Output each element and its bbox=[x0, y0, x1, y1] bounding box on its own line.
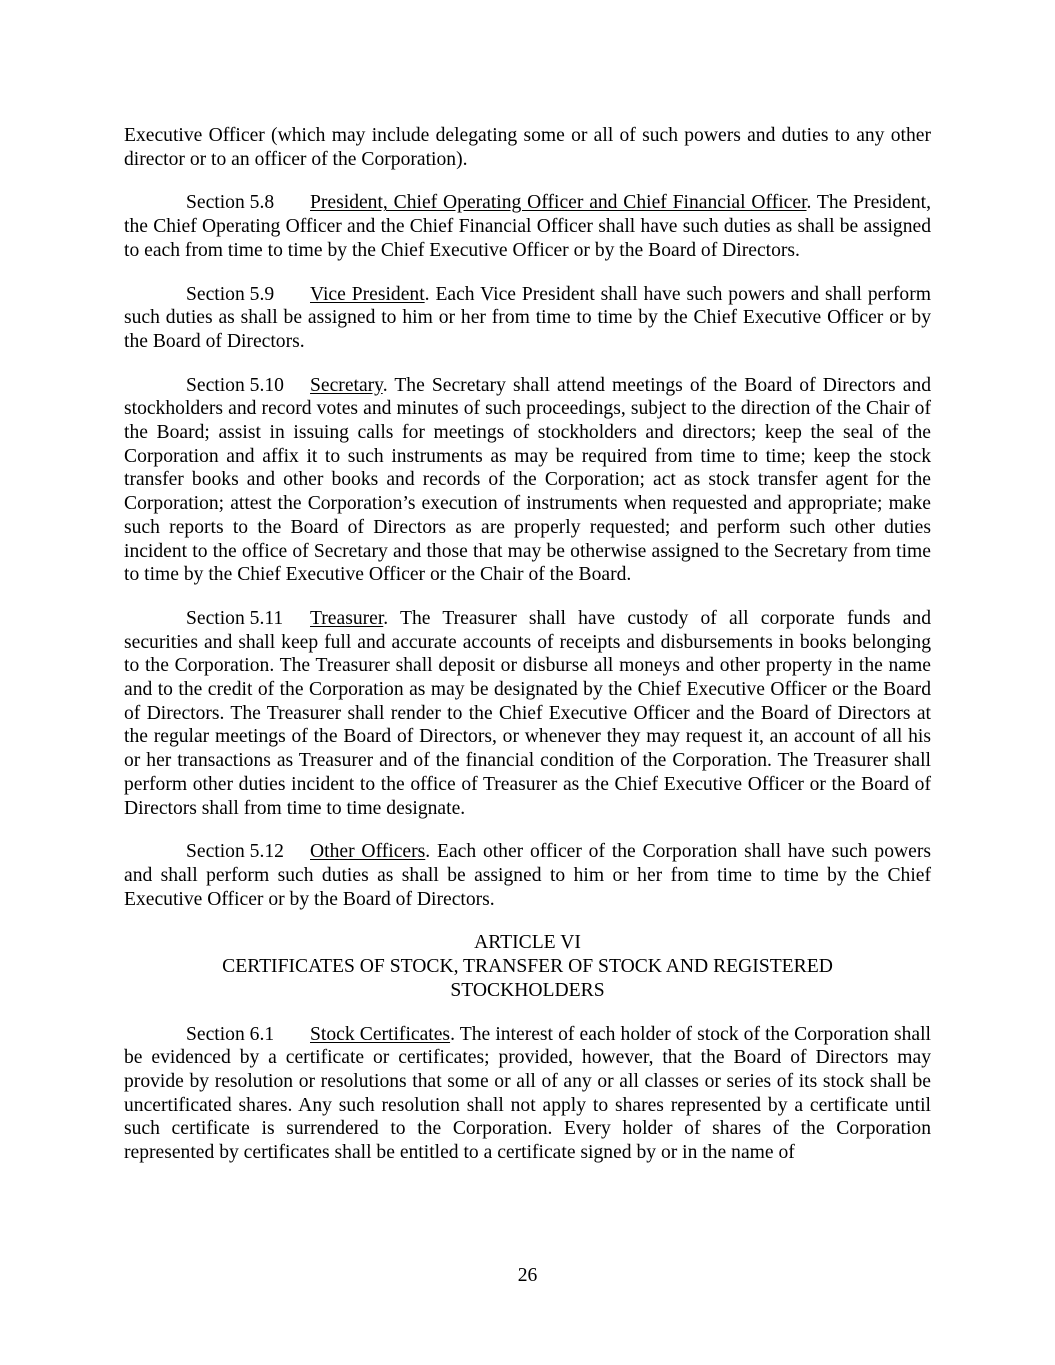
section-body: . The President, the Chief Operating Officer and the Chief Financial Officer shall have such duties as shall be assigned to each from time to time by the Chief Executive Officer or by the Board of Directors. bbox=[124, 192, 932, 261]
section-number: Section 6.1 bbox=[186, 1023, 275, 1045]
section-number: Section 5.9 bbox=[186, 283, 275, 305]
article-heading bbox=[124, 931, 931, 1002]
section-body: . The Treasurer shall have custody of all corporate funds and securities and shall keep full and accurate accounts of receipts and disbursements in books belonging to the Corporation. The Treasurer shall deposit or disburse all moneys and other property in the name and to the credit of the Corporation as may be designated by the Chief Executive Officer or the Board of Directors. The Treasurer shall render to the Chief Executive Officer and the Board of Directors at the regular meetings of the Board of Directors, or whenever they may request it, an account of all his or her transactions as Treasurer and of the financial condition of the Corporation. The Treasurer shall perform other duties incident to the office of Treasurer as the Chief Executive Officer or the Board of Directors shall from time to time designate. bbox=[124, 607, 931, 819]
section-5-9 bbox=[124, 283, 931, 354]
section-title: Vice President bbox=[310, 283, 425, 305]
section-title: President, Chief Operating Officer and Chief Financial Officer bbox=[310, 192, 807, 214]
section-title: Stock Certificates bbox=[310, 1023, 451, 1045]
section-title: Secretary bbox=[310, 374, 383, 396]
section-title: Other Officers bbox=[310, 841, 426, 863]
section-5-10 bbox=[124, 374, 931, 587]
document-page bbox=[124, 124, 931, 1185]
section-6-1 bbox=[124, 1023, 931, 1165]
article-title-line-1: CERTIFICATES OF STOCK, TRANSFER OF STOCK AND REGISTERED bbox=[222, 956, 833, 978]
section-title: Treasurer bbox=[310, 607, 384, 629]
section-body: . Each other officer of the Corporation shall have such powers and shall perform such duties as shall be assigned to him or her from time to time by the Chief Executive Officer or by the Board of Directors. bbox=[124, 841, 931, 910]
continuation-paragraph: Executive Officer (which may include delegating some or all of such powers and duties to any other director or to an officer of the Corporation). bbox=[124, 125, 931, 170]
section-body: . The interest of each holder of stock of the Corporation shall be evidenced by a certificate or certificates; provided, however, that the Board of Directors may provide by resolution or resolutions that some or all of any or all classes or series of its stock shall be uncertificated shares. Any such resolution shall not apply to shares represented by a certificate until such certificate is surrendered to the Corporation. Every holder of shares of the Corporation represented by certificates shall be entitled to a certificate signed by or in the name of bbox=[124, 1023, 931, 1164]
section-5-12 bbox=[124, 840, 931, 911]
section-number: Section 5.11 bbox=[186, 607, 284, 629]
article-label: ARTICLE VI bbox=[474, 932, 581, 954]
section-number: Section 5.12 bbox=[186, 841, 284, 863]
section-number: Section 5.10 bbox=[186, 374, 284, 396]
article-title-line-2: STOCKHOLDERS bbox=[450, 979, 605, 1001]
section-body: . The Secretary shall attend meetings of the Board of Directors and stockholders and record votes and minutes of such proceedings, subject to the direction of the Chair of the Board; assist in issuing calls for meetings of stockholders and directors; keep the seal of the Corporation and affix it to such instruments as may be required from time to time; keep the stock transfer books and other books and records of the Corporation; act as stock transfer agent for the Corporation; attest the Corporation’s execution of instruments when requested and appropriate; make such reports to the Board of Directors as are properly requested; and perform such other duties incident to the office of Secretary and those that may be otherwise assigned to the Secretary from time to time by the Chief Executive Officer or the Chair of the Board. bbox=[124, 374, 931, 586]
page-number: 26 bbox=[517, 1265, 538, 1286]
section-body: . Each Vice President shall have such powers and shall perform such duties as shall be assigned to him or her from time to time by the Chief Executive Officer or by the Board of Directors. bbox=[124, 283, 931, 352]
section-5-8 bbox=[124, 191, 931, 262]
section-5-11 bbox=[124, 607, 931, 820]
section-number: Section 5.8 bbox=[186, 192, 275, 214]
